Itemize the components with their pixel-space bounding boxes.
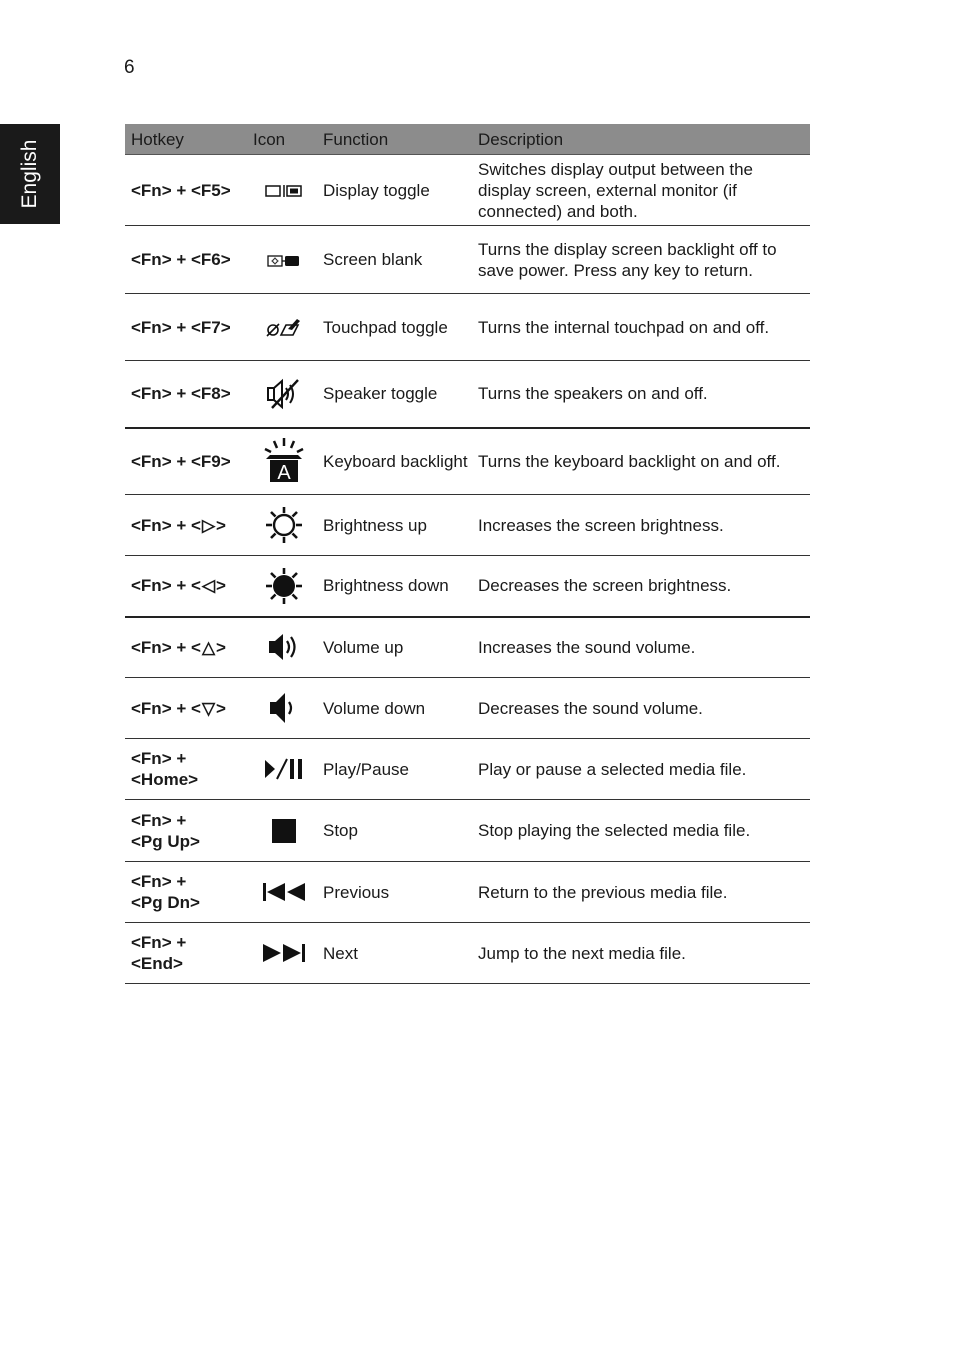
description-cell: Increases the screen brightness.: [476, 495, 810, 556]
table-row: [125, 294, 810, 361]
description-cell: Increases the sound volume.: [476, 617, 810, 678]
language-tab: [0, 124, 60, 224]
hotkey-line-2: <End>: [131, 954, 183, 973]
previous-icon: [261, 881, 307, 903]
header-description: Description: [476, 124, 810, 155]
hotkey-cell: <Fn> + <F5>: [125, 155, 247, 226]
table-row: [125, 678, 810, 739]
hotkey-prefix: <Fn> + <: [131, 698, 201, 718]
hotkey-suffix: >: [216, 576, 226, 596]
screen-blank-icon: [264, 253, 304, 269]
hotkey-cell: [125, 495, 247, 556]
table-row: [125, 862, 810, 923]
down-arrow-key-icon: ▽: [201, 698, 216, 718]
description-cell: Decreases the sound volume.: [476, 678, 810, 739]
hotkey-line-1: <Fn> +: [131, 749, 187, 768]
stop-icon: [271, 818, 297, 844]
hotkey-suffix: >: [216, 698, 226, 718]
left-arrow-key-icon: ◁: [201, 576, 216, 596]
hotkey-prefix: <Fn> + <: [131, 576, 201, 596]
hotkey-line-2: <Home>: [131, 770, 199, 789]
hotkey-line-1: <Fn> +: [131, 933, 187, 952]
description-cell: Return to the previous media file.: [476, 862, 810, 923]
function-cell: Play/Pause: [321, 739, 476, 800]
function-cell: Stop: [321, 800, 476, 862]
function-cell: Display toggle: [321, 155, 476, 226]
table-row: [125, 556, 810, 617]
table-row: [125, 800, 810, 862]
speaker-toggle-icon: [264, 377, 304, 411]
function-cell: Previous: [321, 862, 476, 923]
hotkey-line-1: <Fn> +: [131, 810, 187, 830]
header-hotkey: Hotkey: [125, 124, 247, 155]
function-cell: Brightness down: [321, 556, 476, 617]
hotkey-suffix: >: [216, 515, 226, 535]
language-tab-label: English: [18, 139, 41, 209]
hotkey-cell: [125, 556, 247, 617]
hotkey-cell: <Fn> + <F8>: [125, 361, 247, 428]
hotkey-line-1: <Fn> +: [131, 872, 187, 891]
description-cell: Stop playing the selected media file.: [476, 800, 810, 862]
description-cell: Turns the display screen backlight off to save power. Press any key to return.: [476, 226, 810, 294]
next-icon: [261, 942, 307, 964]
volume-up-icon: [264, 630, 304, 664]
table-row: [125, 428, 810, 495]
up-arrow-key-icon: △: [201, 637, 216, 657]
hotkey-prefix: <Fn> + <: [131, 637, 201, 657]
header-icon: Icon: [247, 124, 321, 155]
function-cell: Speaker toggle: [321, 361, 476, 428]
table-row: [125, 739, 810, 800]
header-function: Function: [321, 124, 476, 155]
hotkey-line-2: <Pg Dn>: [131, 893, 200, 912]
description-cell: Turns the speakers on and off.: [476, 361, 810, 428]
volume-down-icon: [264, 690, 304, 726]
brightness-up-icon: [264, 505, 304, 545]
hotkey-table: [125, 124, 810, 984]
keyboard-backlight-key-letter: A: [277, 462, 291, 485]
description-cell: Turns the internal touchpad on and off.: [476, 294, 810, 361]
hotkey-suffix: >: [216, 637, 226, 657]
hotkey-cell: <Fn> + <F7>: [125, 294, 247, 361]
function-cell: Keyboard backlight: [321, 428, 476, 495]
hotkey-cell: <Fn> + <F6>: [125, 226, 247, 294]
function-cell: Touchpad toggle: [321, 294, 476, 361]
table-row: [125, 495, 810, 556]
hotkey-line-2: <Pg Up>: [131, 831, 200, 851]
description-cell: Switches display output between the display screen, external monitor (if connected) and both.: [476, 155, 810, 226]
hotkey-cell: [125, 617, 247, 678]
function-cell: Volume down: [321, 678, 476, 739]
hotkey-cell: [125, 678, 247, 739]
touchpad-toggle-icon: [264, 315, 304, 339]
function-cell: Volume up: [321, 617, 476, 678]
brightness-down-icon: [264, 566, 304, 606]
table-row: [125, 617, 810, 678]
description-cell: Play or pause a selected media file.: [476, 739, 810, 800]
table-row: [125, 923, 810, 984]
description-cell: Turns the keyboard backlight on and off.: [476, 428, 810, 495]
function-cell: Brightness up: [321, 495, 476, 556]
description-cell: Decreases the screen brightness.: [476, 556, 810, 617]
function-cell: Next: [321, 923, 476, 984]
hotkey-cell: [125, 923, 247, 984]
play-pause-icon: [262, 756, 306, 782]
hotkey-cell: [125, 800, 247, 862]
function-cell: Screen blank: [321, 226, 476, 294]
right-arrow-key-icon: ▷: [201, 515, 216, 535]
keyboard-backlight-icon: [261, 436, 307, 486]
table-row: [125, 226, 810, 294]
table-row: [125, 155, 810, 226]
description-cell: Jump to the next media file.: [476, 923, 810, 984]
table-header-row: [125, 124, 810, 155]
page-number: 6: [124, 57, 135, 78]
hotkey-cell: <Fn> + <F9>: [125, 428, 247, 495]
hotkey-prefix: <Fn> + <: [131, 515, 201, 535]
hotkey-cell: [125, 862, 247, 923]
display-toggle-icon: [264, 183, 304, 199]
table-row: [125, 361, 810, 428]
hotkey-cell: [125, 739, 247, 800]
